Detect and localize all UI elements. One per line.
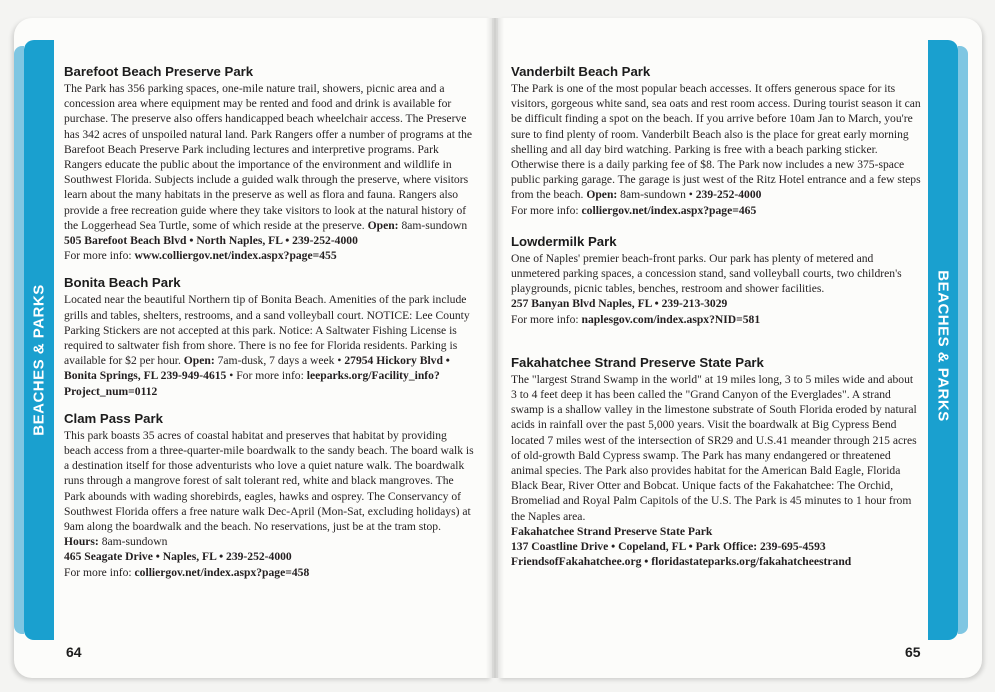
hours-label: Open:: [367, 218, 399, 232]
section-title: Bonita Beach Park: [64, 275, 181, 291]
hours: [64, 534, 476, 549]
hours-value: 7am-dusk, 7 days a week •: [217, 354, 342, 368]
address: 27954 Hickory Blvd • Bonita Springs, FL 239-949-4615: [64, 354, 450, 383]
more-info: For more info: colliergov.net/index.aspx?page=458: [64, 565, 310, 579]
section-title: Lowdermilk Park: [511, 233, 617, 249]
info-link[interactable]: colliergov.net/index.aspx?page=458: [134, 565, 310, 579]
section-body: The Park is one of the most popular beach accesses. It offers generous space for its visitors, gorgeous white sand, sea oats and rest room access. During tourist season it can be difficult finding a spot on the beach. If you arrive before 10am Jan to March, you're sure to find plenty of room. Vanderbilt Beach also is the place for great early morning shelling and all day bird watching. Parking is free with a beach parking sticker. Otherwise there is a daily parking fee of $8. The Park now includes a new 375-space public parking garage. The garage is just west of the Ritz Hotel entrance and a few steps from the beach. Open: 8am-sundown • 239-252-4000: [511, 82, 921, 202]
info-link[interactable]: colliergov.net/index.aspx?page=465: [581, 203, 757, 217]
section-clam-pass: [64, 411, 476, 580]
more-info: For more info: www.colliergov.net/index.aspx?page=455: [64, 249, 337, 263]
left-tab-label: BEACHES & PARKS: [30, 284, 48, 436]
section-title: Clam Pass Park: [64, 410, 163, 426]
address: 137 Coastline Drive • Copeland, FL • Park Office: 239-695-4593: [511, 540, 826, 554]
hours-label: Hours:: [64, 535, 99, 549]
info-links[interactable]: FriendsofFakahatchee.org • floridastateparks.org/fakahatcheestrand: [511, 555, 852, 569]
more-info: For more info: colliergov.net/index.aspx?page=465: [511, 203, 757, 217]
section-body: This park boasts 35 acres of coastal habitat and preserves that habitat by providing beach access from a three-quarter-mile boardwalk to the sandy beach. The board walk is a destination itself for those adventurists who love a quiet nature walk. The boardwalk runs through a mangrove forest of salt tolerant red, white and black mangroves. The Park abounds with wading shorebirds, eagles, hawks and osprey. The Conservancy of Southwest Florida offers a free nature walk Dec-April (Mon-Sat, excluding holidays) at 9am along the boardwalk and the beach. No reservations, just be at the tram stop.: [64, 428, 474, 534]
right-column: [511, 64, 921, 581]
hours-value: 8am-sundown •: [620, 188, 693, 202]
section-body: The Park has 356 parking spaces, one-mile nature trail, showers, picnic area and a concession area where equipment may be rented and food and drink is available for purchase. The preserve also offers handicapped beach wheelchair access. The Preserve has 342 acres of unspoiled natural land. Park Rangers offer a number of programs at the Barefoot Beach Preserve Park including lectures and interpretive programs. Park Rangers educate the public about the importance of the environment and wildlife in Southwest Florida. Subjects include a guided walk through the preserve, where visitors learn about the many habitats in the preserve as well as flora and fauna. Rangers also provide a free recreation guide where they take visitors to look at the natural history of the Loggerhead Sea Turtle, some of which reside at the preserve. Open: 8am-sundown: [64, 82, 473, 232]
hours-label: Open:: [183, 354, 215, 368]
hours-value: 8am-sundown: [401, 218, 468, 232]
section-title: Barefoot Beach Preserve Park: [64, 64, 254, 79]
info-label: • For more info:: [229, 369, 304, 383]
section-body: The "largest Strand Swamp in the world" at 19 miles long, 3 to 5 miles wide and about 3 to 4 feet deep it has been called the "Grand Canyon of the Everglades". A strand swamp is a shallow valley in the limestone substrate of South Florida eroded by natural acids in rainfall over the past 5,000 years. Visit the boardwalk at Big Cypress Bend located 7 miles west of the intersection of SR29 and U.S.41 meander through 215 acres of old-growth Bald Cypress swamp. The Park has many endangered or threatened animal species. The Park also provides habitat for the American Bald Eagle, Florida Black Bear, River Otter and Bobcat. Unique facts of the Fakahatchee: The Orchid, Bromeliad and Royal Palm Capitols of the U.S. The Park is 45 minutes to 1 hour from the Naples area.: [511, 372, 917, 523]
section-fakahatchee: [511, 355, 921, 570]
more-info: For more info: naplesgov.com/index.aspx?NID=581: [511, 312, 761, 326]
address: 257 Banyan Blvd Naples, FL • 239-213-3029: [511, 297, 728, 311]
left-column: [64, 64, 476, 592]
address: 465 Seagate Drive • Naples, FL • 239-252-4000: [64, 550, 292, 564]
section-barefoot-beach: [64, 64, 476, 263]
section-body: Located near the beautiful Northern tip of Bonita Beach. Amenities of the park include grills and tables, shelters, restrooms, and a sand volleyball court. NOTICE: Lee County Parking Stickers are not accepted at this park. Notice: A Saltwater Fishing License is required to saltwater fish from shore. There is no fee for Florida residents. Parking is available for $2 per hour. Open: 7am-dusk, 7 days a week • 27954 Hickory Blvd • Bonita Springs, FL 239-949-4615 • For more info: leeparks.org/Facility_info?Project_num=0112: [64, 293, 470, 398]
section-title: Vanderbilt Beach Park: [511, 64, 651, 79]
section-lowdermilk: [511, 234, 921, 327]
info-link[interactable]: www.colliergov.net/index.aspx?page=455: [134, 249, 337, 263]
section-vanderbilt-beach: [511, 64, 921, 218]
book-gutter: [486, 18, 504, 678]
hours-value: 8am-sundown: [101, 535, 168, 549]
park-name-line: Fakahatchee Strand Preserve State Park: [511, 524, 713, 538]
info-link[interactable]: leeparks.org/Facility_info?Project_num=0112: [64, 369, 440, 398]
address: 239-252-4000: [695, 188, 762, 202]
section-body: One of Naples' premier beach-front parks. Our park has plenty of metered and unmetered parking spaces, a concession stand, sand volleyball courts, two children's playgrounds, picnic tables, benches, restroom and shower facilities.: [511, 251, 902, 296]
section-title: Fakahatchee Strand Preserve State Park: [511, 354, 764, 370]
address: 505 Barefoot Beach Blvd • North Naples, FL • 239-252-4000: [64, 234, 358, 248]
right-tab-label: BEACHES & PARKS: [934, 270, 952, 422]
section-bonita-beach: [64, 275, 476, 398]
page-number-left: 64: [66, 644, 82, 660]
info-link[interactable]: naplesgov.com/index.aspx?NID=581: [581, 312, 761, 326]
page-number-right: 65: [905, 644, 921, 660]
hours-label: Open:: [586, 188, 618, 202]
